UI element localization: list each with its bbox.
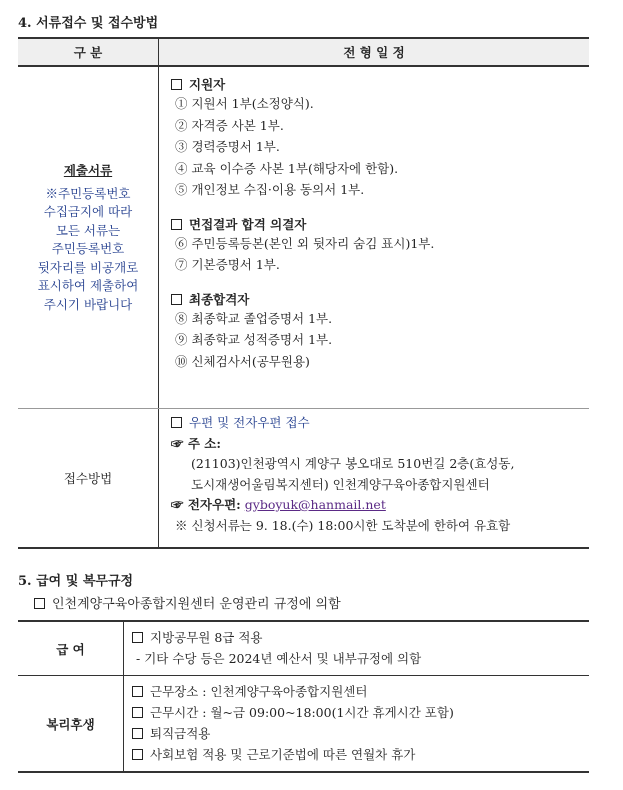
group-title-text: 면접결과 합격 의결자	[189, 216, 307, 232]
method-cell	[159, 409, 590, 549]
group-title-text: 지원자	[189, 77, 226, 92]
checkbox-icon	[132, 632, 143, 643]
group-title	[171, 215, 579, 233]
submission-table	[18, 37, 589, 549]
checkbox-icon	[132, 728, 143, 739]
salary-row	[18, 676, 589, 773]
checkbox-icon	[171, 219, 182, 230]
address-label: ☞ 주 소:	[171, 435, 221, 451]
row-line	[132, 744, 579, 765]
email-link[interactable]: gyboyuk@hanmail.net	[244, 497, 386, 512]
row-line	[132, 681, 579, 702]
email-label: ☞ 전자우편:	[171, 497, 241, 512]
group-title	[171, 75, 579, 93]
header-category: 구 분	[18, 38, 159, 66]
row-line-text: 퇴직금적용	[150, 726, 211, 741]
docs-note-line: ※주민등록번호	[45, 185, 131, 201]
address-line-2: 도시재생어울림복지센터) 인천계양구육아종합지원센터	[191, 476, 490, 492]
checkbox-icon	[171, 294, 182, 305]
address-line-1: (21103)인천광역시 계양구 봉오대로 510번길 2층(효성동,	[191, 456, 515, 471]
row-label: 복리후생	[18, 676, 124, 773]
docs-note-line: 수집금지에 따라	[43, 204, 133, 220]
docs-note-line: 주민등록번호	[51, 241, 125, 257]
method-label: 접수방법	[18, 409, 159, 549]
row-body	[124, 621, 590, 676]
row-line	[132, 723, 579, 744]
section-5-title: 5. 급여 및 복무규정	[18, 574, 134, 589]
document-item: ① 지원서 1부(소정양식).	[175, 96, 314, 111]
document-item: ④ 교육 이수증 사본 1부(해당자에 한함).	[175, 160, 399, 176]
deadline-note: ※ 신청서류는 9. 18.(수) 18:00시한 도착분에 한하여 유효함	[175, 517, 511, 533]
row-line-text: 지방공무원 8급 적용	[150, 630, 263, 645]
intro-text: 인천계양구육아종합지원센터 운영관리 규정에 의함	[52, 597, 341, 612]
row-label: 급 여	[18, 621, 124, 676]
docs-groups	[159, 66, 590, 409]
docs-note-line: 표시하여 제출하여	[37, 278, 139, 294]
checkbox-icon	[171, 79, 182, 90]
section-5-intro	[34, 593, 341, 612]
row-line	[132, 627, 579, 648]
document-item: ⑥ 주민등록등본(본인 외 뒷자리 숨김 표시)1부.	[175, 235, 435, 251]
method-title: 우편 및 전자우편 접수	[189, 415, 310, 430]
header-schedule: 전 형 일 정	[159, 38, 590, 66]
document-item: ⑦ 기본증명서 1부.	[175, 257, 280, 272]
group-title-text: 최종합격자	[189, 291, 250, 307]
document-item: ⑩ 신체검사서(공무원용)	[175, 353, 310, 369]
document-item: ③ 경력증명서 1부.	[175, 139, 280, 154]
document-item: ⑤ 개인정보 수집·이용 동의서 1부.	[175, 182, 365, 197]
checkbox-icon	[132, 686, 143, 697]
row-line-text: 근무시간 : 월~금 09:00~18:00(1시간 휴게시간 포함)	[150, 705, 454, 720]
checkbox-icon	[34, 598, 45, 609]
row-line	[132, 648, 579, 669]
checkbox-icon	[171, 417, 182, 428]
section-4-title: 4. 서류접수 및 접수방법	[18, 16, 159, 31]
row-line	[132, 702, 579, 723]
docs-note-line: 모든 서류는	[55, 222, 121, 238]
row-line-text: 근무장소 : 인천계양구육아종합지원센터	[150, 684, 368, 699]
row-line-text: - 기타 수당 등은 2024년 예산서 및 내부규정에 의함	[136, 651, 422, 666]
docs-label: 제출서류	[63, 162, 113, 178]
salary-table	[18, 620, 589, 773]
document-item: ⑧ 최종학교 졸업증명서 1부.	[175, 310, 333, 326]
salary-row	[18, 621, 589, 676]
row-body	[124, 676, 590, 773]
docs-note-line: 주시기 바랍니다	[43, 296, 133, 312]
document-item: ⑨ 최종학교 성적증명서 1부.	[175, 332, 333, 347]
group-title	[171, 290, 579, 308]
checkbox-icon	[132, 749, 143, 760]
docs-note-line: 뒷자리를 비공개로	[37, 259, 139, 275]
row-line-text: 사회보험 적용 및 근로기준법에 따른 연월차 휴가	[150, 747, 416, 762]
docs-note	[18, 185, 158, 315]
checkbox-icon	[132, 707, 143, 718]
document-item: ② 자격증 사본 1부.	[175, 117, 284, 133]
docs-label-cell	[18, 66, 159, 409]
